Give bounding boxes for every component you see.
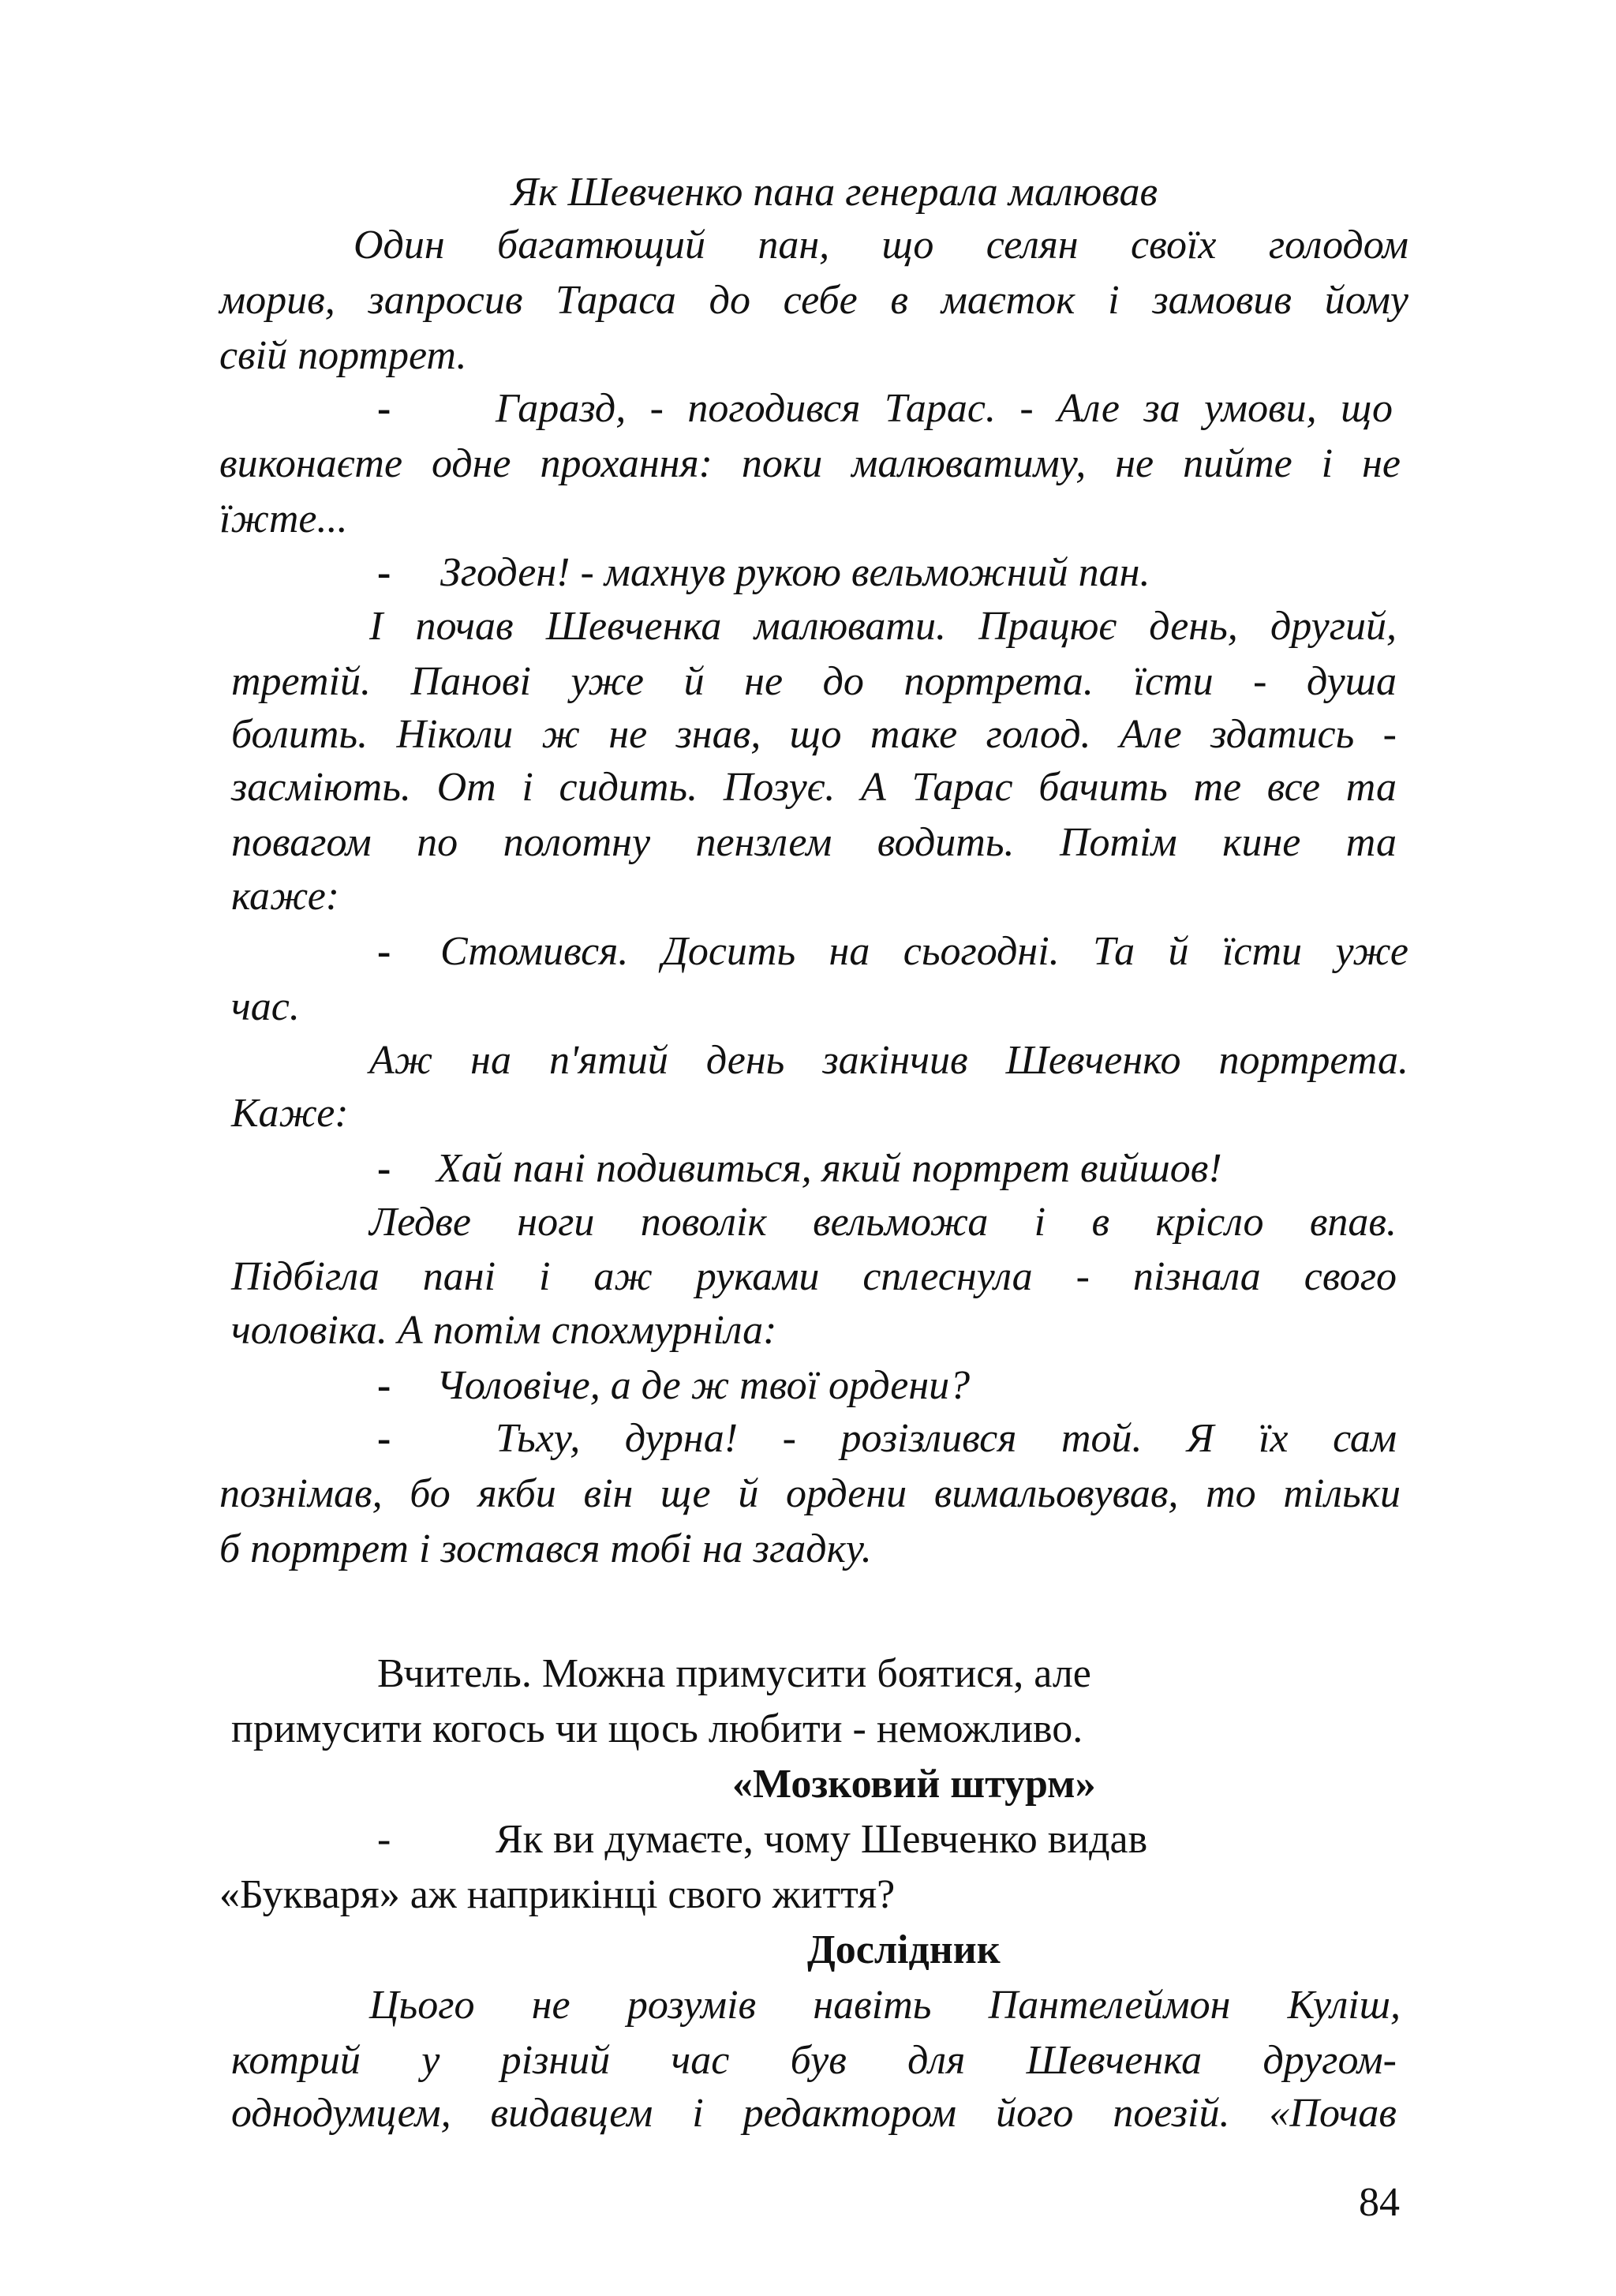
story-line: засміють. От і сидить. Позує. А Тарас бачить те все та xyxy=(231,765,1397,810)
dialogue-dash: - xyxy=(377,929,391,974)
story-line: Гаразд, - погодився Тарас. - Але за умови, що xyxy=(496,386,1393,431)
story-line: Аж на п'ятий день закінчив Шевченко портрета. xyxy=(369,1038,1408,1083)
story-line: Тьху, дурна! - розізлився той. Я їх сам xyxy=(496,1416,1397,1461)
dialogue-dash: - xyxy=(377,1363,391,1408)
story-line: каже: xyxy=(231,874,340,919)
story-title: Як Шевченко пана генерала малював xyxy=(511,170,1158,215)
story-line: виконаєте одне прохання: поки малюватиму, не пийте і не xyxy=(219,441,1401,486)
story-line: Каже: xyxy=(231,1091,349,1136)
story-line: Підбігла пані і аж руками сплеснула - пізнала свого xyxy=(231,1254,1397,1299)
story-line: повагом по полотну пензлем водить. Потім кине та xyxy=(231,820,1397,865)
story-line: Хай пані подивиться, який портрет вийшов! xyxy=(436,1146,1222,1191)
story-line: морив, запросив Тараса до себе в маєток і замовив йому xyxy=(219,278,1408,323)
researcher-heading: Дослідник xyxy=(807,1927,1001,1972)
story-line: свій портрет. xyxy=(219,333,467,378)
story-line: чоловіка. А потім спохмурніла: xyxy=(231,1308,777,1353)
story-line: болить. Ніколи ж не знав, що таке голод. Але здатись - xyxy=(231,712,1397,757)
story-line: І почав Шевченка малювати. Працює день, другий, xyxy=(369,604,1397,649)
question-dash: - xyxy=(377,1817,391,1862)
dialogue-dash: - xyxy=(377,1146,391,1191)
story-line: Ледве ноги поволік вельможа і в крісло впав. xyxy=(369,1200,1397,1245)
brainstorm-heading: «Мозковий штурм» xyxy=(732,1762,1096,1807)
story-line: їжте... xyxy=(219,496,348,541)
teacher-line: Вчитель. Можна примусити боятися, але xyxy=(377,1651,1091,1696)
researcher-line: однодумцем, видавцем і редактором його поезій. «Почав xyxy=(231,2091,1397,2136)
researcher-line: Цього не розумів навіть Пантелеймон Куліш, xyxy=(369,1983,1401,2028)
story-line: час. xyxy=(231,984,300,1029)
story-line: Згоден! - махнув рукою вельможний пан. xyxy=(440,550,1150,595)
teacher-line: примусити когось чи щось любити - неможливо. xyxy=(231,1706,1083,1751)
dialogue-dash: - xyxy=(377,386,391,431)
story-line: познімав, бо якби він ще й ордени вимальовував, то тільки xyxy=(219,1471,1401,1516)
story-line: Чоловіче, а де ж твої ордени? xyxy=(436,1363,971,1408)
story-line: третій. Панові уже й не до портрета. їсти - душа xyxy=(231,659,1397,704)
brainstorm-question: Як ви думаєте, чому Шевченко видав xyxy=(496,1817,1148,1862)
brainstorm-question: «Букваря» аж наприкінці свого життя? xyxy=(219,1872,896,1917)
story-line: Один багатющий пан, що селян своїх голодом xyxy=(354,223,1408,268)
dialogue-dash: - xyxy=(377,550,391,595)
story-line: Стомився. Досить на сьогодні. Та й їсти уже xyxy=(440,929,1408,974)
dialogue-dash: - xyxy=(377,1416,391,1461)
researcher-line: котрий у різний час був для Шевченка другом- xyxy=(231,2038,1397,2083)
page-number: 84 xyxy=(1359,2180,1400,2225)
story-line: б портрет і зостався тобі на згадку. xyxy=(219,1526,872,1571)
